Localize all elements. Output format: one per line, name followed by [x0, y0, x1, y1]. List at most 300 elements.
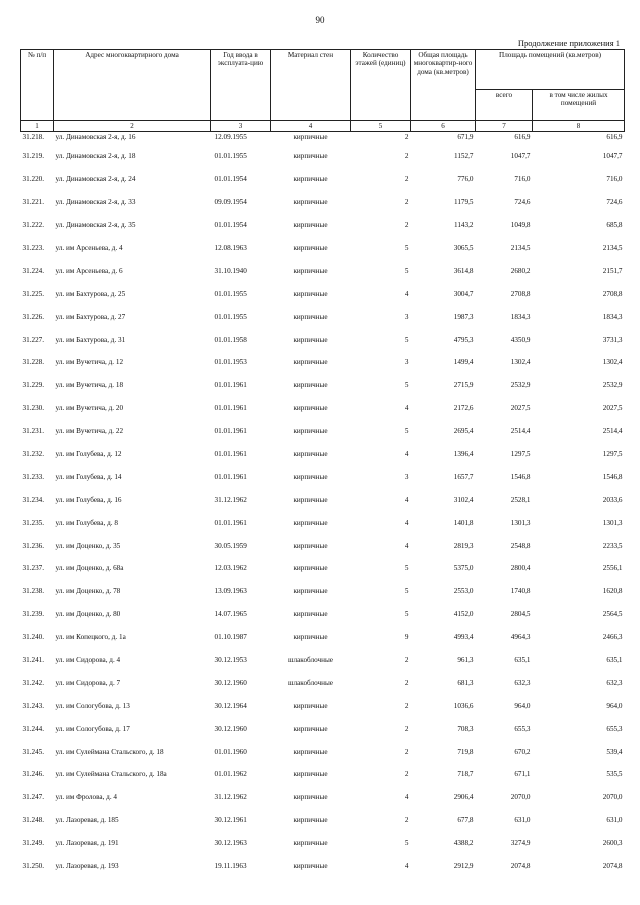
living-area-cell: 964,0 — [606, 701, 623, 710]
year-cell: 01.01.1961 — [214, 472, 247, 481]
table-row — [21, 603, 625, 626]
total-area-cell: 4993,4 — [453, 633, 474, 642]
table-row — [21, 145, 625, 168]
row-number: 31.219. — [22, 152, 45, 161]
address-cell: ул. им Сологубова, д. 17 — [55, 724, 130, 733]
living-area-cell: 2134,5 — [602, 244, 623, 252]
row-number: 31.239. — [22, 610, 45, 619]
total-area-cell: 1499,4 — [453, 358, 474, 367]
column-numbers-row — [21, 121, 625, 132]
year-cell: 01.01.1961 — [214, 518, 247, 527]
floors-cell: 2 — [404, 133, 409, 141]
year-cell: 12.08.1963 — [214, 244, 247, 252]
total-area-cell: 4152,0 — [453, 610, 474, 619]
year-cell: 01.01.1955 — [214, 152, 247, 161]
living-area-cell: 1620,8 — [602, 587, 623, 596]
living-area-cell: 2466,3 — [602, 633, 623, 642]
year-cell: 01.01.1961 — [214, 450, 247, 459]
year-cell: 01.01.1962 — [214, 770, 247, 779]
floors-cell: 4 — [404, 450, 409, 459]
year-cell: 30.12.1961 — [214, 816, 247, 825]
year-cell: 01.01.1961 — [214, 427, 247, 436]
table-row — [21, 328, 625, 351]
year-cell: 31.10.1940 — [214, 266, 247, 275]
premises-area-cell: 632,3 — [514, 678, 531, 687]
living-area-cell: 616,9 — [606, 133, 623, 141]
material-cell: кирпичные — [293, 381, 328, 390]
premises-area-cell: 1301,3 — [510, 518, 531, 527]
floors-cell: 5 — [404, 427, 409, 436]
floors-cell: 2 — [404, 152, 409, 161]
premises-area-cell: 2680,2 — [510, 266, 531, 275]
address-cell: ул. им Копецкого, д. 1а — [55, 633, 126, 642]
row-number: 31.230. — [22, 404, 45, 413]
floors-cell: 3 — [404, 472, 409, 481]
living-area-cell: 2532,9 — [602, 381, 623, 390]
total-area-cell: 1036,6 — [453, 701, 474, 710]
row-number: 31.246. — [22, 770, 45, 779]
address-cell: ул. Лазоревая, д. 191 — [55, 839, 119, 848]
total-area-cell: 1179,5 — [454, 198, 474, 207]
address-cell: ул. им Арсеньева, д. 6 — [55, 266, 123, 275]
material-cell: кирпичные — [293, 495, 328, 504]
floors-cell: 2 — [404, 175, 409, 184]
floors-cell: 5 — [404, 335, 409, 344]
header-total-area: Общая площадь многоквартир-ного дома (кв.метров) — [411, 50, 476, 121]
floors-cell: 5 — [404, 587, 409, 596]
table-row — [21, 420, 625, 443]
material-cell: кирпичные — [293, 564, 328, 573]
material-cell: кирпичные — [293, 518, 328, 527]
row-number: 31.245. — [22, 747, 45, 756]
total-area-cell: 776,0 — [457, 175, 474, 184]
row-number: 31.248. — [22, 816, 45, 825]
floors-cell: 2 — [404, 678, 409, 687]
page-number: 90 — [315, 15, 325, 25]
table-row — [21, 488, 625, 511]
row-number: 31.234. — [22, 495, 45, 504]
table-row — [21, 465, 625, 488]
row-number: 31.240. — [22, 633, 45, 642]
premises-area-cell: 635,1 — [514, 656, 531, 665]
material-cell: кирпичные — [293, 427, 328, 436]
table-row — [21, 374, 625, 397]
total-area-cell: 2906,4 — [453, 793, 474, 802]
total-area-cell: 2695,4 — [453, 427, 474, 436]
column-number: 8 — [533, 121, 625, 132]
row-number: 31.231. — [22, 427, 45, 436]
material-cell: кирпичные — [293, 198, 328, 207]
address-cell: ул. им Фролова, д. 4 — [55, 793, 118, 802]
row-number: 31.244. — [22, 724, 45, 733]
row-number: 31.228. — [22, 358, 45, 367]
material-cell: кирпичные — [293, 541, 328, 550]
table-row — [21, 717, 625, 740]
premises-area-cell: 616,9 — [514, 133, 531, 141]
living-area-cell: 631,0 — [606, 816, 623, 825]
living-area-cell: 1297,5 — [602, 450, 623, 459]
row-number: 31.241. — [22, 656, 45, 665]
floors-cell: 5 — [404, 266, 409, 275]
material-cell: кирпичные — [293, 289, 328, 298]
address-cell: ул. им Голубева, д. 14 — [55, 472, 122, 481]
year-cell: 19.11.1963 — [214, 862, 247, 871]
material-cell: кирпичные — [293, 244, 328, 252]
year-cell: 12.09.1955 — [214, 133, 247, 141]
premises-area-cell: 2027,5 — [510, 404, 531, 413]
total-area-cell: 2553,0 — [453, 587, 474, 596]
material-cell: кирпичные — [293, 404, 328, 413]
column-number: 2 — [54, 121, 211, 132]
address-cell: ул. Динамовская 2-я, д. 35 — [55, 221, 136, 230]
material-cell: кирпичные — [293, 839, 328, 848]
year-cell: 01.01.1955 — [214, 289, 247, 298]
living-area-cell: 716,0 — [606, 175, 623, 184]
living-area-cell: 2514,4 — [602, 427, 623, 436]
living-area-cell: 2708,8 — [602, 289, 623, 298]
year-cell: 09.09.1954 — [214, 198, 247, 207]
material-cell: кирпичные — [293, 724, 328, 733]
table-row — [21, 397, 625, 420]
total-area-cell: 1987,3 — [453, 312, 474, 321]
total-area-cell: 681,3 — [457, 678, 474, 687]
table-row — [21, 740, 625, 763]
floors-cell: 2 — [404, 816, 409, 825]
header-address: Адрес многоквартирного дома — [54, 50, 211, 121]
header-premises-area: Площадь помещений (кв.метров) — [476, 50, 625, 90]
row-number: 31.238. — [22, 587, 45, 596]
floors-cell: 2 — [404, 656, 409, 665]
total-area-cell: 2912,9 — [453, 862, 474, 871]
total-area-cell: 1396,4 — [453, 450, 474, 459]
row-number: 31.236. — [22, 541, 45, 550]
row-number: 31.220. — [22, 175, 45, 184]
premises-area-cell: 670,2 — [514, 747, 531, 756]
table-row — [21, 511, 625, 534]
year-cell: 01.01.1955 — [214, 312, 247, 321]
year-cell: 13.09.1963 — [214, 587, 247, 596]
column-number: 3 — [211, 121, 271, 132]
address-cell: ул. Динамовская 2-я, д. 18 — [55, 152, 136, 161]
living-area-cell: 2600,3 — [602, 839, 623, 848]
material-cell: кирпичные — [293, 152, 328, 161]
floors-cell: 4 — [404, 289, 409, 298]
material-cell: шлакоблочные — [288, 656, 333, 665]
column-number: 1 — [21, 121, 54, 132]
year-cell: 01.01.1954 — [214, 175, 247, 184]
floors-cell: 2 — [404, 747, 409, 756]
header-year: Год ввода в эксплуата-цию — [211, 50, 271, 121]
address-cell: ул. им Бахтурова, д. 27 — [55, 312, 126, 321]
table-row — [21, 809, 625, 832]
total-area-cell: 708,3 — [457, 724, 474, 733]
row-number: 31.227. — [22, 335, 45, 344]
material-cell: шлакоблочные — [288, 678, 333, 687]
header-living: в том числе жилых помещений — [533, 90, 625, 121]
row-number: 31.222. — [22, 221, 45, 230]
header-floors: Количество этажей (единиц) — [351, 50, 411, 121]
table-row — [21, 443, 625, 466]
premises-area-cell: 724,6 — [514, 198, 531, 207]
year-cell: 01.01.1960 — [214, 747, 247, 756]
total-area-cell: 3102,4 — [453, 495, 474, 504]
living-area-cell: 2074,8 — [602, 862, 623, 871]
premises-area-cell: 2514,4 — [510, 427, 531, 436]
premises-area-cell: 716,0 — [514, 175, 531, 184]
material-cell: кирпичные — [293, 175, 328, 184]
material-cell: кирпичные — [293, 266, 328, 275]
premises-area-cell: 631,0 — [514, 816, 531, 825]
floors-cell: 2 — [404, 221, 409, 230]
living-area-cell: 1047,7 — [602, 152, 623, 161]
header-row — [21, 50, 625, 90]
row-number: 31.221. — [22, 198, 45, 207]
row-number: 31.237. — [22, 564, 45, 573]
address-cell: ул. Динамовская 2-я, д. 33 — [55, 198, 136, 207]
living-area-cell: 3731,3 — [602, 335, 623, 344]
living-area-cell: 724,6 — [606, 198, 623, 207]
living-area-cell: 2027,5 — [602, 404, 623, 413]
floors-cell: 2 — [404, 198, 409, 207]
table-row — [21, 671, 625, 694]
column-number: 6 — [411, 121, 476, 132]
row-number: 31.218. — [22, 133, 45, 141]
table-row — [21, 351, 625, 374]
year-cell: 14.07.1965 — [214, 610, 247, 619]
premises-area-cell: 2070,0 — [510, 793, 531, 802]
year-cell: 01.01.1954 — [214, 221, 247, 230]
year-cell: 30.12.1953 — [214, 656, 247, 665]
table-row — [21, 763, 625, 786]
premises-area-cell: 2708,8 — [510, 289, 531, 298]
row-number: 31.225. — [22, 289, 45, 298]
floors-cell: 5 — [404, 564, 409, 573]
premises-area-cell: 1740,8 — [510, 587, 531, 596]
living-area-cell: 2151,7 — [602, 266, 623, 275]
premises-area-cell: 1546,8 — [510, 472, 531, 481]
living-area-cell: 1546,8 — [602, 472, 623, 481]
table-row — [21, 214, 625, 237]
address-cell: ул. Динамовская 2-я, д. 16 — [55, 133, 136, 141]
floors-cell: 5 — [404, 244, 409, 252]
premises-area-cell: 2528,1 — [510, 495, 531, 504]
total-area-cell: 961,3 — [457, 656, 474, 665]
living-area-cell: 655,3 — [606, 724, 623, 733]
address-cell: ул. им Голубева, д. 16 — [55, 495, 122, 504]
total-area-cell: 3614,8 — [453, 266, 474, 275]
premises-area-cell: 2548,8 — [510, 541, 531, 550]
row-number: 31.232. — [22, 450, 45, 459]
floors-cell: 4 — [404, 404, 409, 413]
table-row — [21, 557, 625, 580]
year-cell: 01.01.1961 — [214, 404, 247, 413]
address-cell: ул. им Доценко, д. 80 — [55, 610, 121, 619]
premises-area-cell: 1297,5 — [510, 450, 531, 459]
column-number: 7 — [476, 121, 533, 132]
floors-cell: 2 — [404, 701, 409, 710]
material-cell: кирпичные — [293, 221, 328, 230]
address-cell: ул. Динамовская 2-я, д. 24 — [55, 175, 136, 184]
row-number: 31.242. — [22, 678, 45, 687]
year-cell: 01.01.1953 — [214, 358, 247, 367]
table-body — [21, 132, 625, 878]
buildings-table — [20, 49, 625, 878]
table-row — [21, 305, 625, 328]
year-cell: 30.12.1960 — [214, 724, 247, 733]
total-area-cell: 671,9 — [457, 133, 474, 141]
material-cell: кирпичные — [293, 335, 328, 344]
table-row — [21, 832, 625, 855]
living-area-cell: 1834,3 — [602, 312, 623, 321]
living-area-cell: 2070,0 — [602, 793, 623, 802]
premises-area-cell: 1049,8 — [510, 221, 531, 230]
address-cell: ул. им Вучетича, д. 18 — [55, 381, 124, 390]
row-number: 31.226. — [22, 312, 45, 321]
material-cell: кирпичные — [293, 358, 328, 367]
total-area-cell: 1152,7 — [454, 152, 474, 161]
address-cell: ул. им Голубева, д. 8 — [55, 518, 118, 527]
living-area-cell: 685,8 — [606, 221, 623, 230]
row-number: 31.224. — [22, 266, 45, 275]
material-cell: кирпичные — [293, 312, 328, 321]
year-cell: 30.12.1960 — [214, 678, 247, 687]
floors-cell: 4 — [404, 518, 409, 527]
total-area-cell: 2172,6 — [453, 404, 474, 413]
premises-area-cell: 2800,4 — [510, 564, 531, 573]
living-area-cell: 635,1 — [606, 656, 623, 665]
year-cell: 30.12.1964 — [214, 701, 247, 710]
total-area-cell: 1401,8 — [453, 518, 474, 527]
header-material: Материал стен — [271, 50, 351, 121]
address-cell: ул. им Сулеймана Стальского, д. 18 — [55, 747, 164, 756]
table-row — [21, 259, 625, 282]
table-row — [21, 694, 625, 717]
premises-area-cell: 1834,3 — [510, 312, 531, 321]
total-area-cell: 719,8 — [457, 747, 474, 756]
year-cell: 30.12.1963 — [214, 839, 247, 848]
column-number: 5 — [351, 121, 411, 132]
floors-cell: 4 — [404, 495, 409, 504]
address-cell: ул. им Вучетича, д. 12 — [55, 358, 124, 367]
floors-cell: 3 — [404, 312, 409, 321]
address-cell: ул. им Вучетича, д. 22 — [55, 427, 124, 436]
floors-cell: 4 — [404, 862, 409, 871]
material-cell: кирпичные — [293, 862, 328, 871]
address-cell: ул. им Доценко, д. 78 — [55, 587, 121, 596]
year-cell: 30.05.1959 — [214, 541, 247, 550]
address-cell: ул. им Бахтурова, д. 31 — [55, 335, 126, 344]
premises-area-cell: 3274,9 — [510, 839, 531, 848]
material-cell: кирпичные — [293, 701, 328, 710]
year-cell: 31.12.1962 — [214, 495, 247, 504]
floors-cell: 4 — [404, 541, 409, 550]
table-row — [21, 191, 625, 214]
material-cell: кирпичные — [293, 816, 328, 825]
material-cell: кирпичные — [293, 610, 328, 619]
living-area-cell: 1301,3 — [602, 518, 623, 527]
total-area-cell: 718,7 — [457, 770, 474, 779]
address-cell: ул. им Доценко, д. 68а — [55, 564, 124, 573]
material-cell: кирпичные — [293, 587, 328, 596]
total-area-cell: 2819,3 — [453, 541, 474, 550]
floors-cell: 2 — [404, 724, 409, 733]
address-cell: ул. им Сулеймана Стальского, д. 18а — [55, 770, 167, 779]
premises-area-cell: 4350,9 — [510, 335, 531, 344]
floors-cell: 5 — [404, 381, 409, 390]
year-cell: 01.01.1958 — [214, 335, 247, 344]
total-area-cell: 677,8 — [457, 816, 474, 825]
floors-cell: 5 — [404, 610, 409, 619]
row-number: 31.250. — [22, 862, 45, 871]
year-cell: 01.01.1961 — [214, 381, 247, 390]
floors-cell: 2 — [404, 770, 409, 779]
material-cell: кирпичные — [293, 450, 328, 459]
material-cell: кирпичные — [293, 747, 328, 756]
material-cell: кирпичные — [293, 133, 328, 141]
premises-area-cell: 2532,9 — [510, 381, 531, 390]
material-cell: кирпичные — [293, 633, 328, 642]
row-number: 31.229. — [22, 381, 45, 390]
premises-area-cell: 4964,3 — [510, 633, 531, 642]
total-area-cell: 3065,5 — [453, 244, 474, 252]
material-cell: кирпичные — [293, 472, 328, 481]
total-area-cell: 3004,7 — [453, 289, 474, 298]
header-all: всего — [476, 90, 533, 121]
premises-area-cell: 2074,8 — [510, 862, 531, 871]
year-cell: 01.10.1987 — [214, 633, 247, 642]
address-cell: ул. им Бахтурова, д. 25 — [55, 289, 126, 298]
premises-area-cell: 964,0 — [514, 701, 531, 710]
table-row — [21, 282, 625, 305]
living-area-cell: 539,4 — [606, 747, 623, 756]
total-area-cell: 4388,2 — [453, 839, 474, 848]
header-num: № п/п — [21, 50, 54, 121]
address-cell: ул. им Доценко, д. 35 — [55, 541, 121, 550]
premises-area-cell: 655,3 — [514, 724, 531, 733]
address-cell: ул. Лазоревая, д. 185 — [55, 816, 119, 825]
living-area-cell: 535,5 — [606, 770, 623, 779]
premises-area-cell: 1047,7 — [510, 152, 531, 161]
floors-cell: 4 — [404, 793, 409, 802]
living-area-cell: 2033,6 — [602, 495, 623, 504]
floors-cell: 9 — [404, 633, 409, 642]
address-cell: ул. им Голубева, д. 12 — [55, 450, 122, 459]
material-cell: кирпичные — [293, 770, 328, 779]
column-number: 4 — [271, 121, 351, 132]
year-cell: 31.12.1962 — [214, 793, 247, 802]
table-row — [21, 786, 625, 809]
premises-area-cell: 671,1 — [514, 770, 531, 779]
living-area-cell: 2233,5 — [602, 541, 623, 550]
floors-cell: 3 — [404, 358, 409, 367]
living-area-cell: 1302,4 — [602, 358, 623, 367]
table-row — [21, 534, 625, 557]
living-area-cell: 2556,1 — [602, 564, 623, 573]
premises-area-cell: 2804,5 — [510, 610, 531, 619]
floors-cell: 5 — [404, 839, 409, 848]
table-row — [21, 168, 625, 191]
table-row — [21, 580, 625, 603]
premises-area-cell: 2134,5 — [510, 244, 531, 252]
material-cell: кирпичные — [293, 793, 328, 802]
year-cell: 12.03.1962 — [214, 564, 247, 573]
address-cell: ул. им Вучетича, д. 20 — [55, 404, 124, 413]
continuation-caption: Продолжение приложения 1 — [517, 38, 620, 48]
table-row — [21, 132, 625, 146]
total-area-cell: 1657,7 — [453, 472, 474, 481]
total-area-cell: 2715,9 — [453, 381, 474, 390]
row-number: 31.247. — [22, 793, 45, 802]
